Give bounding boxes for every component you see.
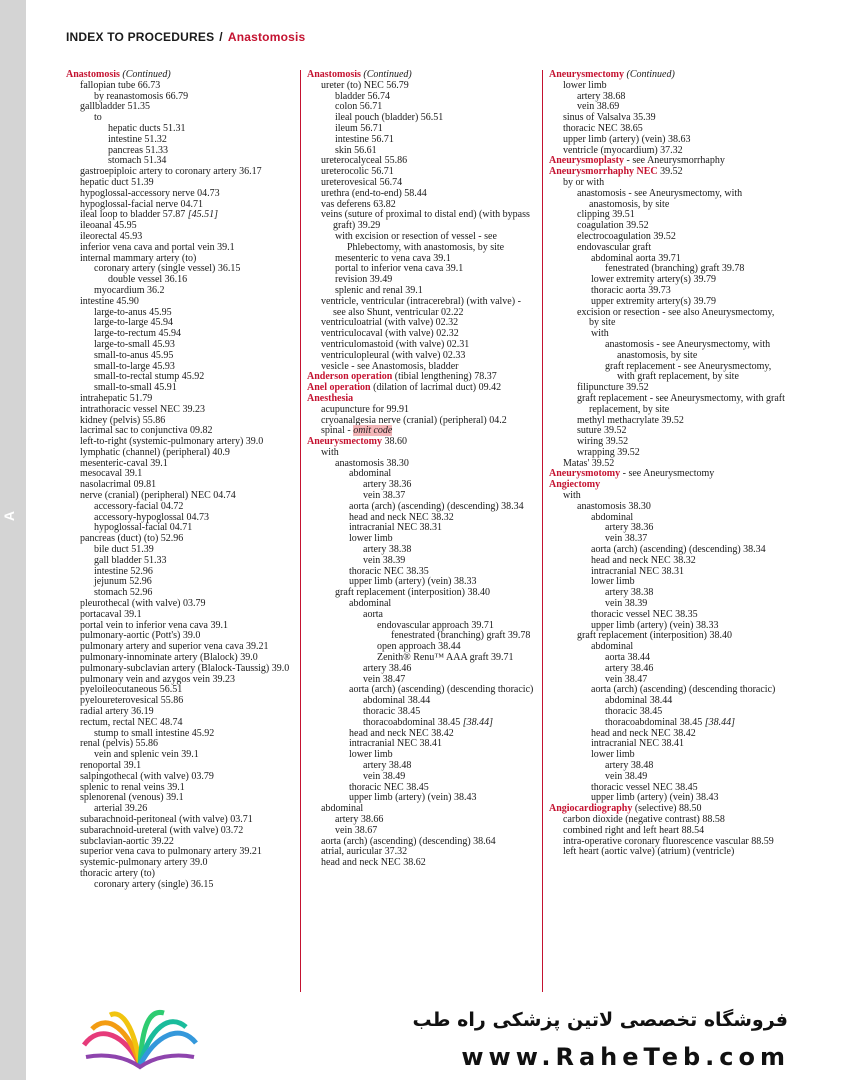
entry-text: ventriculopleural (with valve) 02.33	[321, 349, 466, 361]
entry-text: upper limb (artery) (vein) 38.33	[591, 619, 719, 631]
index-entry	[549, 696, 785, 707]
entry-text: gallbladder 51.35	[80, 101, 150, 113]
entry-text: lacrimal sac to conjunctiva 09.82	[80, 425, 213, 437]
open-book-logo-icon	[80, 1005, 200, 1071]
index-heading	[549, 480, 785, 491]
entry-suffix: 38.60	[384, 436, 407, 448]
entry-text: lymphatic (channel) (peripheral) 40.9	[80, 446, 230, 458]
entry-text: splenic to renal veins 39.1	[80, 781, 185, 793]
entry-text: with excision or resection of vessel - see Phlebectomy, with anastomosis, by site	[335, 230, 505, 253]
entry-text: artery 38.38	[363, 544, 412, 556]
entry-text: small-to-small 45.91	[94, 382, 177, 394]
entry-text: portacaval 39.1	[80, 608, 142, 620]
entry-text: artery 38.38	[605, 587, 654, 599]
entry-text: small-to-large 45.93	[94, 360, 175, 372]
entry-text: wrapping 39.52	[577, 446, 640, 458]
entry-text: intestine 52.96	[94, 565, 153, 577]
entry-text: vein 38.37	[605, 533, 648, 545]
entry-text: large-to-large 45.94	[94, 317, 174, 329]
entry-text: rectum, rectal NEC 48.74	[80, 716, 183, 728]
entry-text: gall bladder 51.33	[94, 554, 167, 566]
entry-text: vein 38.39	[363, 554, 406, 566]
entry-text: Zenith® Renu™ AAA graft 39.71	[377, 652, 514, 664]
entry-text: accessory-hypoglossal 04.73	[94, 511, 209, 523]
entry-text: renal (pelvis) 55.86	[80, 738, 159, 750]
entry-text: sinus of Valsalva 35.39	[563, 112, 656, 124]
entry-suffix: [38.44]	[462, 716, 493, 728]
index-entry	[307, 750, 535, 761]
entry-suffix: [45.51]	[187, 209, 219, 221]
entry-text: aorta (arch) (ascending) (descending) 38.34	[591, 544, 766, 556]
entry-text: methyl methacrylate 39.52	[577, 414, 684, 426]
entry-text: portal vein to inferior vena cava 39.1	[80, 619, 228, 631]
entry-text: left-to-right (systemic-pulmonary artery) 39.0	[80, 436, 264, 448]
index-entry	[307, 599, 535, 610]
entry-text: gastroepiploic artery to coronary artery 36.17	[80, 166, 262, 178]
entry-text: with	[591, 328, 609, 340]
entry-text: artery 38.36	[363, 479, 412, 491]
entry-text: upper limb (artery) (vein) 38.63	[563, 133, 691, 145]
entry-text: endovascular approach 39.71	[377, 619, 494, 631]
entry-text: coronary artery (single vessel) 36.15	[94, 263, 241, 275]
entry-text: pyeloureterovesical 55.86	[80, 695, 184, 707]
entry-text: bile duct 51.39	[94, 544, 154, 556]
entry-text: coronary artery (single) 36.15	[94, 878, 214, 890]
entry-text: subarachnoid-ureteral (with valve) 03.72	[80, 824, 244, 836]
entry-text: small-to-anus 45.95	[94, 349, 174, 361]
entry-text: pulmonary vein and azygos vein 39.23	[80, 673, 235, 685]
entry-suffix: [38.44]	[704, 716, 735, 728]
header-slash: /	[219, 30, 223, 44]
index-column-2	[307, 70, 535, 992]
entry-text: abdominal	[349, 598, 392, 610]
entry-heading-text: Aneurysmectomy	[549, 70, 624, 80]
entry-text: ureterocalyceal 55.86	[321, 155, 408, 167]
entry-text: combined right and left heart 88.54	[563, 824, 705, 836]
index-entry	[549, 308, 785, 330]
entry-text: thoracic NEC 38.45	[349, 781, 429, 793]
entry-text: splenic and renal 39.1	[335, 284, 423, 296]
index-entry	[307, 739, 535, 750]
entry-text: by reanastomosis 66.79	[94, 90, 189, 102]
index-entry	[307, 664, 535, 675]
entry-text: anastomosis 38.30	[335, 457, 409, 469]
entry-text: by or with	[563, 176, 605, 188]
entry-suffix: (Continued)	[626, 70, 675, 80]
entry-text: systemic-pulmonary artery 39.0	[80, 857, 208, 869]
entry-text: lower extremity artery(s) 39.79	[591, 274, 716, 286]
entry-text: ileal pouch (bladder) 56.51	[335, 112, 444, 124]
entry-text: head and neck NEC 38.32	[349, 511, 454, 523]
entry-text: ventricle (myocardium) 37.32	[563, 144, 683, 156]
entry-heading-text: Aneurysmotomy	[549, 468, 621, 480]
entry-text: lower limb	[563, 79, 607, 91]
entry-text: accessory-facial 04.72	[94, 500, 184, 512]
entry-suffix: - see Aneurysmectomy	[622, 468, 715, 480]
entry-text: intestine 51.32	[108, 133, 167, 145]
entry-suffix: (selective) 88.50	[634, 803, 702, 815]
entry-text: vein and splenic vein 39.1	[94, 749, 199, 761]
index-column-1	[66, 70, 294, 992]
entry-text: thoracic 38.45	[605, 706, 663, 718]
entry-text: intracranial NEC 38.31	[591, 565, 685, 577]
entry-text: lower limb	[591, 576, 635, 588]
entry-text: small-to-rectal stump 45.92	[94, 371, 205, 383]
entry-text: ventriculomastoid (with valve) 02.31	[321, 338, 470, 350]
entry-text: lower limb	[349, 533, 393, 545]
entry-text: pancreas 51.33	[108, 144, 168, 156]
entry-text: abdominal 38.44	[363, 695, 431, 707]
entry-suffix: 39.52	[660, 166, 683, 178]
index-entry	[307, 210, 535, 232]
entry-text: thoracic aorta 39.73	[591, 284, 671, 296]
entry-text: hepatic ducts 51.31	[108, 122, 186, 134]
entry-text: lower limb	[349, 749, 393, 761]
entry-text: subclavian-aortic 39.22	[80, 835, 174, 847]
entry-text: double vessel 36.16	[108, 274, 188, 286]
index-entry	[307, 858, 535, 869]
entry-text: internal mammary artery (to)	[80, 252, 197, 264]
entry-text: thoracic NEC 38.35	[349, 565, 429, 577]
index-entry	[307, 534, 535, 545]
entry-text: nasolacrimal 09.81	[80, 479, 157, 491]
entry-text: urethra (end-to-end) 58.44	[321, 187, 427, 199]
entry-text: acupuncture for 99.91	[321, 403, 410, 415]
header-section-title: INDEX TO PROCEDURES	[66, 30, 215, 44]
entry-text: ileum 56.71	[335, 122, 383, 134]
index-entry	[307, 297, 535, 319]
entry-text: mesenteric to vena cava 39.1	[335, 252, 451, 264]
entry-text: stomach 51.34	[108, 155, 167, 167]
entry-text: superior vena cava to pulmonary artery 39.21	[80, 846, 262, 858]
store-url[interactable]: www.RaheTeb.com	[461, 1043, 790, 1071]
entry-text: thoracoabdominal 38.45	[363, 716, 461, 728]
header-topic: Anastomosis	[227, 30, 306, 44]
highlighted-note: omit code	[353, 425, 393, 437]
entry-text: anastomosis - see Aneurysmectomy, with anastomosis, by site	[577, 187, 743, 210]
entry-text: hypoglossal-facial nerve 04.71	[80, 198, 204, 210]
entry-text: intrahepatic 51.79	[80, 392, 153, 404]
entry-text: excision or resection - see also Aneurysmectomy, by site	[577, 306, 775, 329]
entry-text: arterial 39.26	[94, 803, 148, 815]
entry-text: vas deferens 63.82	[321, 198, 396, 210]
entry-text: bladder 56.74	[335, 90, 390, 102]
index-entry	[549, 588, 785, 599]
entry-heading-text: Anderson operation	[307, 371, 393, 383]
entry-heading-text: Aneurysmoplasty	[549, 155, 625, 167]
column-divider	[300, 70, 301, 992]
index-entry	[66, 146, 294, 157]
entry-text: upper extremity artery(s) 39.79	[591, 295, 716, 307]
entry-text: fenestrated (branching) graft 39.78	[391, 630, 531, 642]
index-entry	[307, 761, 535, 772]
entry-text: pulmonary-subclavian artery (Blalock-Taussig) 39.0	[80, 662, 290, 674]
entry-text: large-to-small 45.93	[94, 338, 175, 350]
entry-text: abdominal	[591, 641, 634, 653]
entry-text: upper limb (artery) (vein) 38.43	[591, 792, 719, 804]
entry-text: artery 38.46	[363, 662, 412, 674]
entry-text: artery 38.68	[577, 90, 626, 102]
entry-text: abdominal	[591, 511, 634, 523]
entry-heading-text: Anesthesia	[307, 392, 354, 404]
entry-text: hepatic duct 51.39	[80, 176, 154, 188]
index-entry	[307, 696, 535, 707]
entry-suffix: - see Aneurysmorrhaphy	[626, 155, 725, 167]
entry-text: clipping 39.51	[577, 209, 635, 221]
entry-text: upper limb (artery) (vein) 38.33	[349, 576, 477, 588]
entry-text: mesocaval 39.1	[80, 468, 143, 480]
entry-text: large-to-anus 45.95	[94, 306, 172, 318]
entry-text: abdominal 38.44	[605, 695, 673, 707]
index-entry	[549, 847, 785, 858]
entry-text: with	[563, 490, 581, 502]
entry-text: pulmonary artery and superior vena cava 39.21	[80, 641, 269, 653]
index-entry	[549, 340, 785, 362]
entry-text: intestine 45.90	[80, 295, 139, 307]
entry-text: thoracic artery (to)	[80, 867, 155, 879]
index-entry	[549, 523, 785, 534]
entry-text: spinal -	[321, 425, 354, 437]
entry-heading-text: Anastomosis	[66, 70, 120, 80]
index-column-3	[549, 70, 785, 992]
entry-text: revision 39.49	[335, 274, 393, 286]
entry-text: abdominal	[349, 468, 392, 480]
entry-text: anastomosis - see Aneurysmectomy, with anastomosis, by site	[605, 338, 771, 361]
entry-text: ileoanal 45.95	[80, 220, 137, 232]
entry-text: with	[321, 446, 339, 458]
entry-text: aorta (arch) (ascending) (descending thoracic)	[349, 684, 534, 696]
section-side-tab	[0, 0, 26, 1080]
entry-text: renoportal 39.1	[80, 760, 142, 771]
entry-text: skin 56.61	[335, 144, 377, 156]
entry-text: stomach 52.96	[94, 587, 153, 599]
entry-text: Matas' 39.52	[563, 457, 615, 469]
entry-text: intra-operative coronary fluorescence vascular 88.59	[563, 835, 774, 847]
entry-text: large-to-rectum 45.94	[94, 328, 182, 340]
entry-text: vein 38.47	[363, 673, 406, 685]
entry-text: pleurothecal (with valve) 03.79	[80, 598, 206, 610]
entry-text: ileorectal 45.93	[80, 230, 143, 242]
entry-text: vein 38.49	[363, 770, 406, 782]
entry-text: intracranial NEC 38.31	[349, 522, 443, 534]
entry-text: fenestrated (branching) graft 39.78	[605, 263, 745, 275]
index-entry	[307, 545, 535, 556]
entry-text: thoracic 38.45	[363, 706, 421, 718]
entry-text: inferior vena cava and portal vein 39.1	[80, 241, 235, 253]
entry-text: ureter (to) NEC 56.79	[321, 79, 409, 91]
index-entry	[549, 664, 785, 675]
entry-text: open approach 38.44	[377, 641, 461, 653]
entry-heading-text: Anel operation	[307, 382, 371, 394]
entry-text: head and neck NEC 38.42	[591, 727, 696, 739]
entry-suffix: (Continued)	[363, 70, 412, 80]
entry-text: graft replacement (interposition) 38.40	[577, 630, 732, 642]
entry-text: splenorenal (venous) 39.1	[80, 792, 184, 804]
entry-text: abdominal aorta 39.71	[591, 252, 681, 264]
entry-text: artery 38.46	[605, 662, 654, 674]
entry-suffix: (Continued)	[122, 70, 171, 80]
entry-text: aorta 38.44	[605, 652, 650, 664]
entry-text: artery 38.36	[605, 522, 654, 534]
entry-text: aorta	[363, 608, 383, 620]
page-header	[66, 30, 305, 44]
entry-text: graft replacement - see Aneurysmectomy, with graft replacement, by site	[577, 392, 785, 415]
entry-text: head and neck NEC 38.42	[349, 727, 454, 739]
entry-suffix: (dilation of lacrimal duct) 09.42	[373, 382, 502, 394]
entry-text: lower limb	[591, 749, 635, 761]
entry-text: artery 38.48	[363, 760, 412, 771]
entry-text: vein 38.47	[605, 673, 648, 685]
entry-text: intracranial NEC 38.41	[591, 738, 685, 750]
entry-text: ileal loop to bladder 57.87	[80, 209, 186, 221]
entry-text: coagulation 39.52	[577, 220, 649, 232]
index-entry	[307, 459, 535, 470]
entry-text: subarachnoid-peritoneal (with valve) 03.71	[80, 813, 253, 825]
index-entry	[66, 124, 294, 135]
entry-suffix: (tibial lengthening) 78.37	[394, 371, 497, 383]
entry-text: carbon dioxide (negative contrast) 88.58	[563, 813, 725, 825]
entry-heading-text: Angiocardiography	[549, 803, 633, 815]
index-entry	[549, 653, 785, 664]
entry-text: fallopian tube 66.73	[80, 79, 161, 91]
entry-text: pulmonary-aortic (Pott's) 39.0	[80, 630, 201, 642]
index-entry	[66, 135, 294, 146]
entry-text: upper limb (artery) (vein) 38.43	[349, 792, 477, 804]
entry-text: graft replacement (interposition) 38.40	[335, 587, 490, 599]
entry-text: to	[94, 112, 102, 124]
entry-heading-text: Aneurysmectomy	[307, 436, 382, 448]
entry-text: nerve (cranial) (peripheral) NEC 04.74	[80, 490, 236, 502]
store-footer	[36, 995, 844, 1080]
entry-text: colon 56.71	[335, 101, 383, 113]
entry-text: stump to small intestine 45.92	[94, 727, 215, 739]
entry-text: ventriculocaval (with valve) 02.32	[321, 328, 459, 340]
entry-text: aorta (arch) (ascending) (descending) 38.64	[321, 835, 496, 847]
index-entry	[549, 362, 785, 384]
entry-text: intestine 56.71	[335, 133, 394, 145]
entry-text: radial artery 36.19	[80, 706, 154, 718]
index-entry	[549, 631, 785, 642]
entry-heading-text: Angiectomy	[549, 479, 601, 491]
index-entry	[307, 480, 535, 491]
entry-text: abdominal	[321, 803, 364, 815]
index-entry	[549, 750, 785, 761]
entry-text: salpingothecal (with valve) 03.79	[80, 770, 214, 782]
entry-text: intracranial NEC 38.41	[349, 738, 443, 750]
entry-text: graft replacement - see Aneurysmectomy, with graft replacement, by site	[605, 360, 772, 383]
index-entry	[549, 577, 785, 588]
entry-text: ureterovesical 56.74	[321, 176, 403, 188]
index-entry	[307, 232, 535, 254]
entry-text: head and neck NEC 38.32	[591, 554, 696, 566]
entry-text: vein 38.69	[577, 101, 620, 113]
index-entry	[66, 880, 294, 891]
entry-text: thoracoabdominal 38.45	[605, 716, 703, 728]
entry-text: left heart (aortic valve) (atrium) (ventricle)	[563, 846, 735, 858]
entry-text: vein 38.39	[605, 598, 648, 610]
entry-text: anastomosis 38.30	[577, 500, 651, 512]
entry-heading-text: Anastomosis	[307, 70, 361, 80]
entry-text: endovascular graft	[577, 241, 652, 253]
entry-text: vein 38.49	[605, 770, 648, 782]
entry-text: hypoglossal-accessory nerve 04.73	[80, 187, 220, 199]
index-entry	[549, 642, 785, 653]
entry-text: thoracic NEC 38.65	[563, 122, 643, 134]
entry-text: atrial, auricular 37.32	[321, 846, 408, 858]
index-entry	[549, 394, 785, 416]
entry-text: pyeloileocutaneous 56.51	[80, 684, 183, 696]
entry-text: electrocoagulation 39.52	[577, 230, 676, 242]
index-entry	[307, 588, 535, 599]
index-entry	[549, 513, 785, 524]
index-heading	[307, 437, 535, 448]
index-entry	[307, 653, 535, 664]
entry-text: portal to inferior vena cava 39.1	[335, 263, 464, 275]
entry-text: aorta (arch) (ascending) (descending) 38.34	[349, 500, 524, 512]
entry-text: ventriculoatrial (with valve) 02.32	[321, 317, 459, 329]
index-entry	[307, 469, 535, 480]
index-entry	[549, 502, 785, 513]
entry-text: thoracic vessel NEC 38.45	[591, 781, 698, 793]
entry-text: wiring 39.52	[577, 436, 629, 448]
column-divider	[542, 70, 543, 992]
entry-text: suture 39.52	[577, 425, 627, 437]
entry-text: filipuncture 39.52	[577, 382, 649, 394]
entry-text: artery 38.66	[335, 813, 384, 825]
entry-text: head and neck NEC 38.62	[321, 857, 426, 869]
entry-text: mesenteric-caval 39.1	[80, 457, 168, 469]
index-entry	[549, 567, 785, 578]
entry-text: vesicle - see Anastomosis, bladder	[321, 360, 459, 372]
entry-text: jejunum 52.96	[94, 576, 152, 588]
index-entry	[549, 189, 785, 211]
entry-text: vein 38.67	[335, 824, 378, 836]
entry-text: artery 38.48	[605, 760, 654, 771]
entry-text: vein 38.37	[363, 490, 406, 502]
entry-text: kidney (pelvis) 55.86	[80, 414, 166, 426]
index-entry	[549, 739, 785, 750]
store-name: فروشگاه تخصصی لاتین پزشکی راه طب	[412, 1009, 788, 1031]
entry-text: aorta (arch) (ascending) (descending thoracic)	[591, 684, 776, 696]
index-entry	[307, 523, 535, 534]
entry-text: myocardium 36.2	[94, 284, 165, 296]
entry-text: hypoglossal-facial 04.71	[94, 522, 193, 534]
entry-text: ureterocolic 56.71	[321, 166, 394, 178]
entry-text: intrathoracic vessel NEC 39.23	[80, 403, 205, 415]
entry-text: pancreas (duct) (to) 52.96	[80, 533, 184, 545]
entry-text: ventricle, ventricular (intracerebral) (with valve) - see also Shunt, ventricular 02.22	[321, 295, 521, 318]
index-entry	[549, 761, 785, 772]
entry-text: cryoanalgesia nerve (cranial) (peripheral) 04.2	[321, 414, 507, 426]
entry-text: veins (suture of proximal to distal end) (with bypass graft) 39.29	[321, 209, 530, 232]
side-tab-letter: A	[1, 510, 18, 522]
entry-heading-text: Aneurysmorrhaphy NEC	[549, 166, 658, 178]
entry-text: thoracic vessel NEC 38.35	[591, 608, 698, 620]
entry-text: pulmonary-innominate artery (Blalock) 39.0	[80, 652, 258, 664]
